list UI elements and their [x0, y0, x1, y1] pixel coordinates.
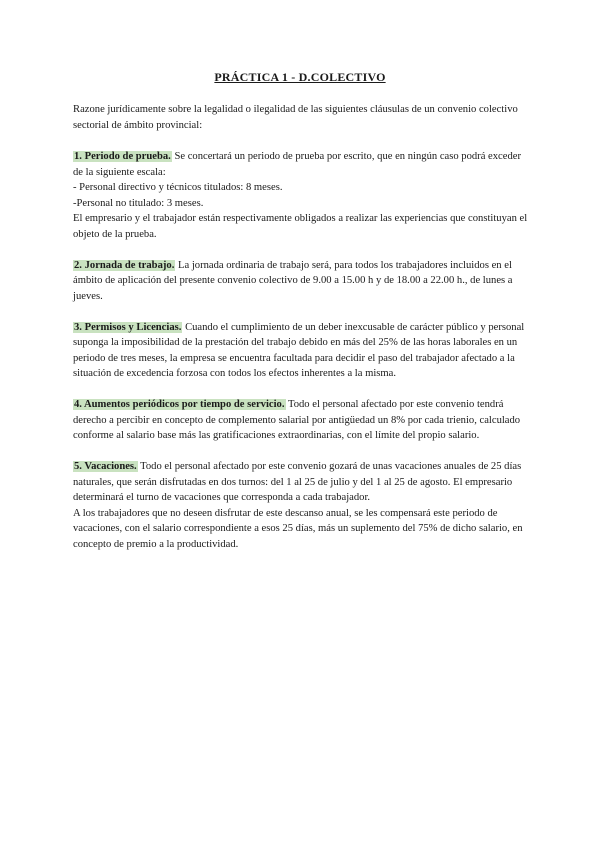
section-periodo-prueba: [73, 149, 529, 242]
section-heading: 3. Permisos y Licencias.: [74, 321, 182, 333]
section-heading: 2. Jornada de trabajo.: [74, 259, 175, 271]
section-text: Se concertará un periodo de prueba por escrito, que en ningún caso podrá exceder de la siguiente escala:: [73, 151, 521, 178]
section-heading: 5. Vacaciones.: [74, 461, 137, 472]
section-heading: 4. Aumentos periódicos por tiempo de servicio.: [74, 399, 285, 410]
section-text: Todo el personal afectado por este convenio gozará de unas vacaciones anuales de 25 días naturales, que serán disfrutadas en dos turnos: del 1 al 25 de julio y del 1 al 25 de agosto. El empresario determinará el turno de vacaciones que corresponda a cada trabajador.: [73, 461, 522, 503]
section-permisos-licencias: [73, 320, 529, 382]
section-heading: 1. Periodo de prueba.: [74, 151, 171, 162]
section-text: Todo el personal afectado por este convenio tendrá derecho a percibir en concepto de complemento salarial por antigüedad un 8% por cada trienio, calculado conforme al salario base más las gratificaciones extraordinarias, con el límite del propio salario.: [73, 399, 521, 441]
page-title: PRÁCTICA 1 - D.COLECTIVO: [214, 70, 386, 84]
section-vacaciones: [73, 459, 529, 552]
section-aumentos-periodicos: [73, 397, 529, 444]
section-paragraph: [73, 258, 529, 305]
section-paragraph: [73, 397, 529, 444]
section-text: Cuando el cumplimiento de un deber inexcusable de carácter público y personal suponga la imposibilidad de la prestación del trabajo debido en más del 25% de las horas laborales en un periodo de tres meses, la empresa se encuentra facultada para decidir el paso del trabajador afectado a la situación de excedencia forzosa con todos los efectos inherentes a la misma.: [73, 321, 525, 379]
section-text: La jornada ordinaria de trabajo será, para todos los trabajadores incluidos en el ámbito de aplicación del presente convenio colectivo de 9.00 a 15.00 h y de 18.00 a 22.00 h., de lunes a jueves.: [73, 259, 513, 302]
section-text: El empresario y el trabajador están respectivamente obligados a realizar las experiencias que constituyan el objeto de la prueba.: [73, 213, 528, 240]
section-paragraph: [73, 320, 529, 382]
section-text: A los trabajadores que no deseen disfrutar de este descanso anual, se les compensará este periodo de vacaciones, con el salario correspondiente a esos 25 días, más un suplemento del 75% de dicho salario, en concepto de premio a la productividad.: [73, 507, 523, 550]
document-body: [73, 102, 529, 568]
section-text: - Personal directivo y técnicos titulados: 8 meses.: [73, 182, 283, 193]
section-paragraph: [73, 149, 529, 180]
section-text: -Personal no titulado: 3 meses.: [73, 197, 204, 209]
section-jornada-trabajo: [73, 258, 529, 305]
intro-paragraph: Razone jurídicamente sobre la legalidad o ilegalidad de las siguientes cláusulas de un convenio colectivo sectorial de ámbito provincial:: [73, 104, 518, 131]
section-paragraph: [73, 459, 529, 506]
